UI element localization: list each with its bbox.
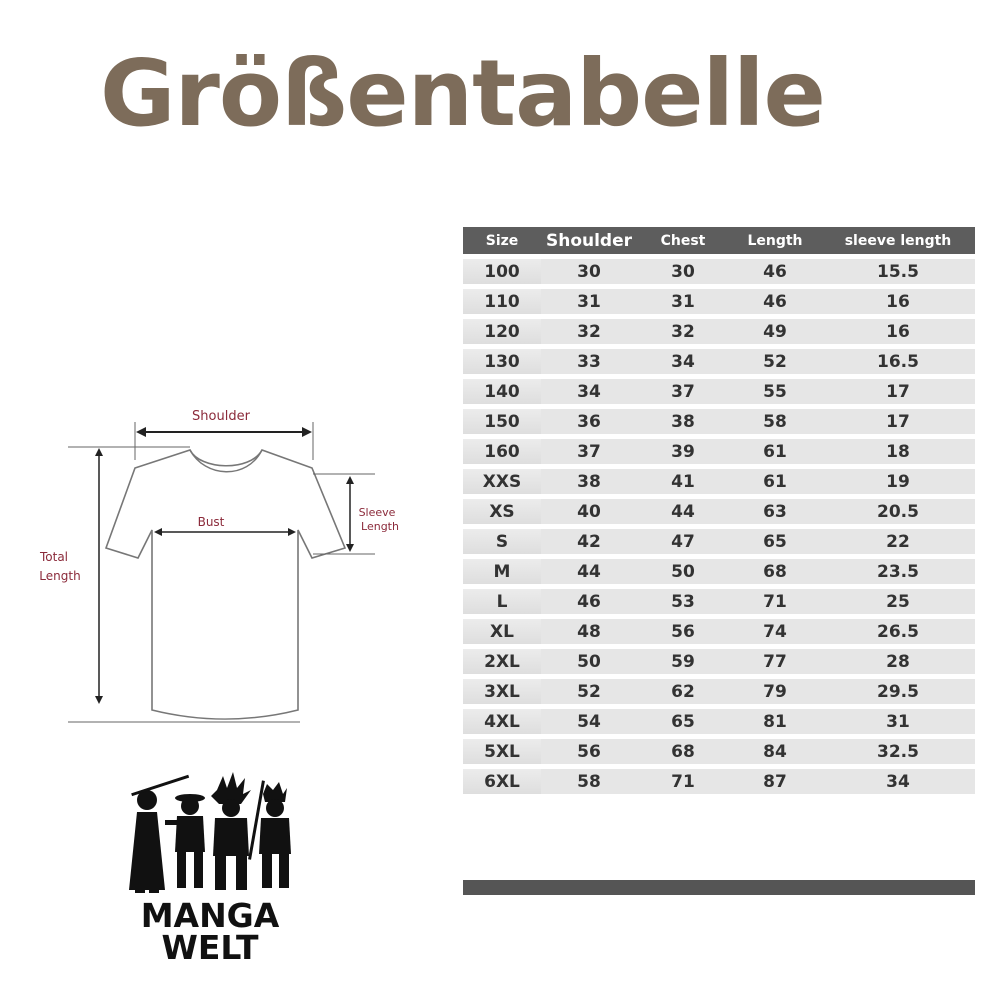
cell-shoulder: 58 [541,764,637,794]
cell-length: 81 [729,704,821,734]
header-length: Length [729,227,821,254]
cell-size: 120 [463,314,541,344]
size-table-header-row [463,227,975,254]
cell-shoulder: 48 [541,614,637,644]
table-row [463,254,975,284]
table-row [463,584,975,614]
cell-chest: 38 [637,404,729,434]
cell-size: M [463,554,541,584]
cell-sleeve-length: 20.5 [821,494,975,524]
cell-size: 2XL [463,644,541,674]
cell-sleeve-length: 28 [821,644,975,674]
cell-shoulder: 46 [541,584,637,614]
cell-shoulder: 40 [541,494,637,524]
tshirt-outline [106,450,345,719]
cell-chest: 32 [637,314,729,344]
table-row [463,464,975,494]
header-sleeve-length: sleeve length [821,227,975,254]
cell-length: 68 [729,554,821,584]
cell-chest: 37 [637,374,729,404]
header-size: Size [463,227,541,254]
cell-chest: 34 [637,344,729,374]
cell-size: XS [463,494,541,524]
logo-text-line1: MANGA [140,896,280,935]
cell-length: 71 [729,584,821,614]
cell-length: 77 [729,644,821,674]
cell-sleeve-length: 32.5 [821,734,975,764]
table-row [463,644,975,674]
cell-size: L [463,584,541,614]
cell-sleeve-length: 25 [821,584,975,614]
cell-size: XXS [463,464,541,494]
cell-length: 87 [729,764,821,794]
cell-sleeve-length: 16 [821,314,975,344]
cell-size: S [463,524,541,554]
page-title: Größentabelle [100,40,825,147]
table-row [463,344,975,374]
cell-chest: 50 [637,554,729,584]
cell-size: 110 [463,284,541,314]
cell-chest: 41 [637,464,729,494]
cell-size: 6XL [463,764,541,794]
cell-sleeve-length: 16 [821,284,975,314]
cell-size: 4XL [463,704,541,734]
cell-sleeve-length: 22 [821,524,975,554]
header-shoulder: Shoulder [541,227,637,254]
cell-length: 46 [729,284,821,314]
cell-chest: 59 [637,644,729,674]
cell-length: 52 [729,344,821,374]
bust-label: Bust [197,515,225,529]
cell-size: 100 [463,254,541,284]
table-footer-bar [463,880,975,895]
cell-length: 55 [729,374,821,404]
cell-size: 150 [463,404,541,434]
cell-shoulder: 56 [541,734,637,764]
cell-size: 5XL [463,734,541,764]
cell-shoulder: 30 [541,254,637,284]
cell-chest: 44 [637,494,729,524]
cell-length: 84 [729,734,821,764]
table-row [463,764,975,794]
cell-chest: 30 [637,254,729,284]
cell-length: 63 [729,494,821,524]
cell-shoulder: 42 [541,524,637,554]
table-row [463,734,975,764]
cell-shoulder: 50 [541,644,637,674]
cell-sleeve-length: 29.5 [821,674,975,704]
table-row [463,674,975,704]
header-chest: Chest [637,227,729,254]
cell-size: 140 [463,374,541,404]
cell-chest: 68 [637,734,729,764]
sleeve-label-line1: Sleeve [358,506,396,519]
anime-silhouettes-icon [115,770,305,900]
size-table-body [463,254,975,794]
tshirt-diagram-svg [30,400,410,740]
cell-length: 74 [729,614,821,644]
cell-sleeve-length: 26.5 [821,614,975,644]
cell-length: 46 [729,254,821,284]
cell-sleeve-length: 18 [821,434,975,464]
tshirt-measurement-diagram [30,400,410,740]
total-label-line1: Total [39,550,69,564]
cell-chest: 31 [637,284,729,314]
table-row [463,704,975,734]
cell-chest: 65 [637,704,729,734]
table-row [463,434,975,464]
cell-shoulder: 36 [541,404,637,434]
cell-chest: 39 [637,434,729,464]
cell-shoulder: 32 [541,314,637,344]
cell-size: 160 [463,434,541,464]
cell-sleeve-length: 15.5 [821,254,975,284]
table-row [463,404,975,434]
cell-length: 58 [729,404,821,434]
manga-welt-logo [115,770,305,970]
cell-length: 61 [729,434,821,464]
cell-length: 79 [729,674,821,704]
shoulder-label: Shoulder [192,409,250,424]
cell-length: 61 [729,464,821,494]
cell-shoulder: 38 [541,464,637,494]
cell-shoulder: 33 [541,344,637,374]
cell-sleeve-length: 19 [821,464,975,494]
cell-chest: 62 [637,674,729,704]
cell-shoulder: 52 [541,674,637,704]
cell-sleeve-length: 17 [821,404,975,434]
cell-sleeve-length: 31 [821,704,975,734]
table-row [463,494,975,524]
table-row [463,524,975,554]
cell-shoulder: 31 [541,284,637,314]
table-row [463,374,975,404]
cell-shoulder: 37 [541,434,637,464]
cell-sleeve-length: 23.5 [821,554,975,584]
cell-length: 65 [729,524,821,554]
cell-shoulder: 54 [541,704,637,734]
total-label-line2: Length [39,569,81,583]
cell-size: 3XL [463,674,541,704]
cell-shoulder: 44 [541,554,637,584]
table-row [463,554,975,584]
cell-sleeve-length: 17 [821,374,975,404]
table-row [463,614,975,644]
cell-length: 49 [729,314,821,344]
cell-chest: 56 [637,614,729,644]
cell-size: XL [463,614,541,644]
table-row [463,314,975,344]
size-table [463,227,975,794]
table-row [463,284,975,314]
cell-size: 130 [463,344,541,374]
cell-sleeve-length: 34 [821,764,975,794]
cell-shoulder: 34 [541,374,637,404]
cell-sleeve-length: 16.5 [821,344,975,374]
logo-text-line2: WELT [161,928,259,967]
sleeve-label-line2: Length [361,520,399,533]
cell-chest: 47 [637,524,729,554]
cell-chest: 71 [637,764,729,794]
cell-chest: 53 [637,584,729,614]
